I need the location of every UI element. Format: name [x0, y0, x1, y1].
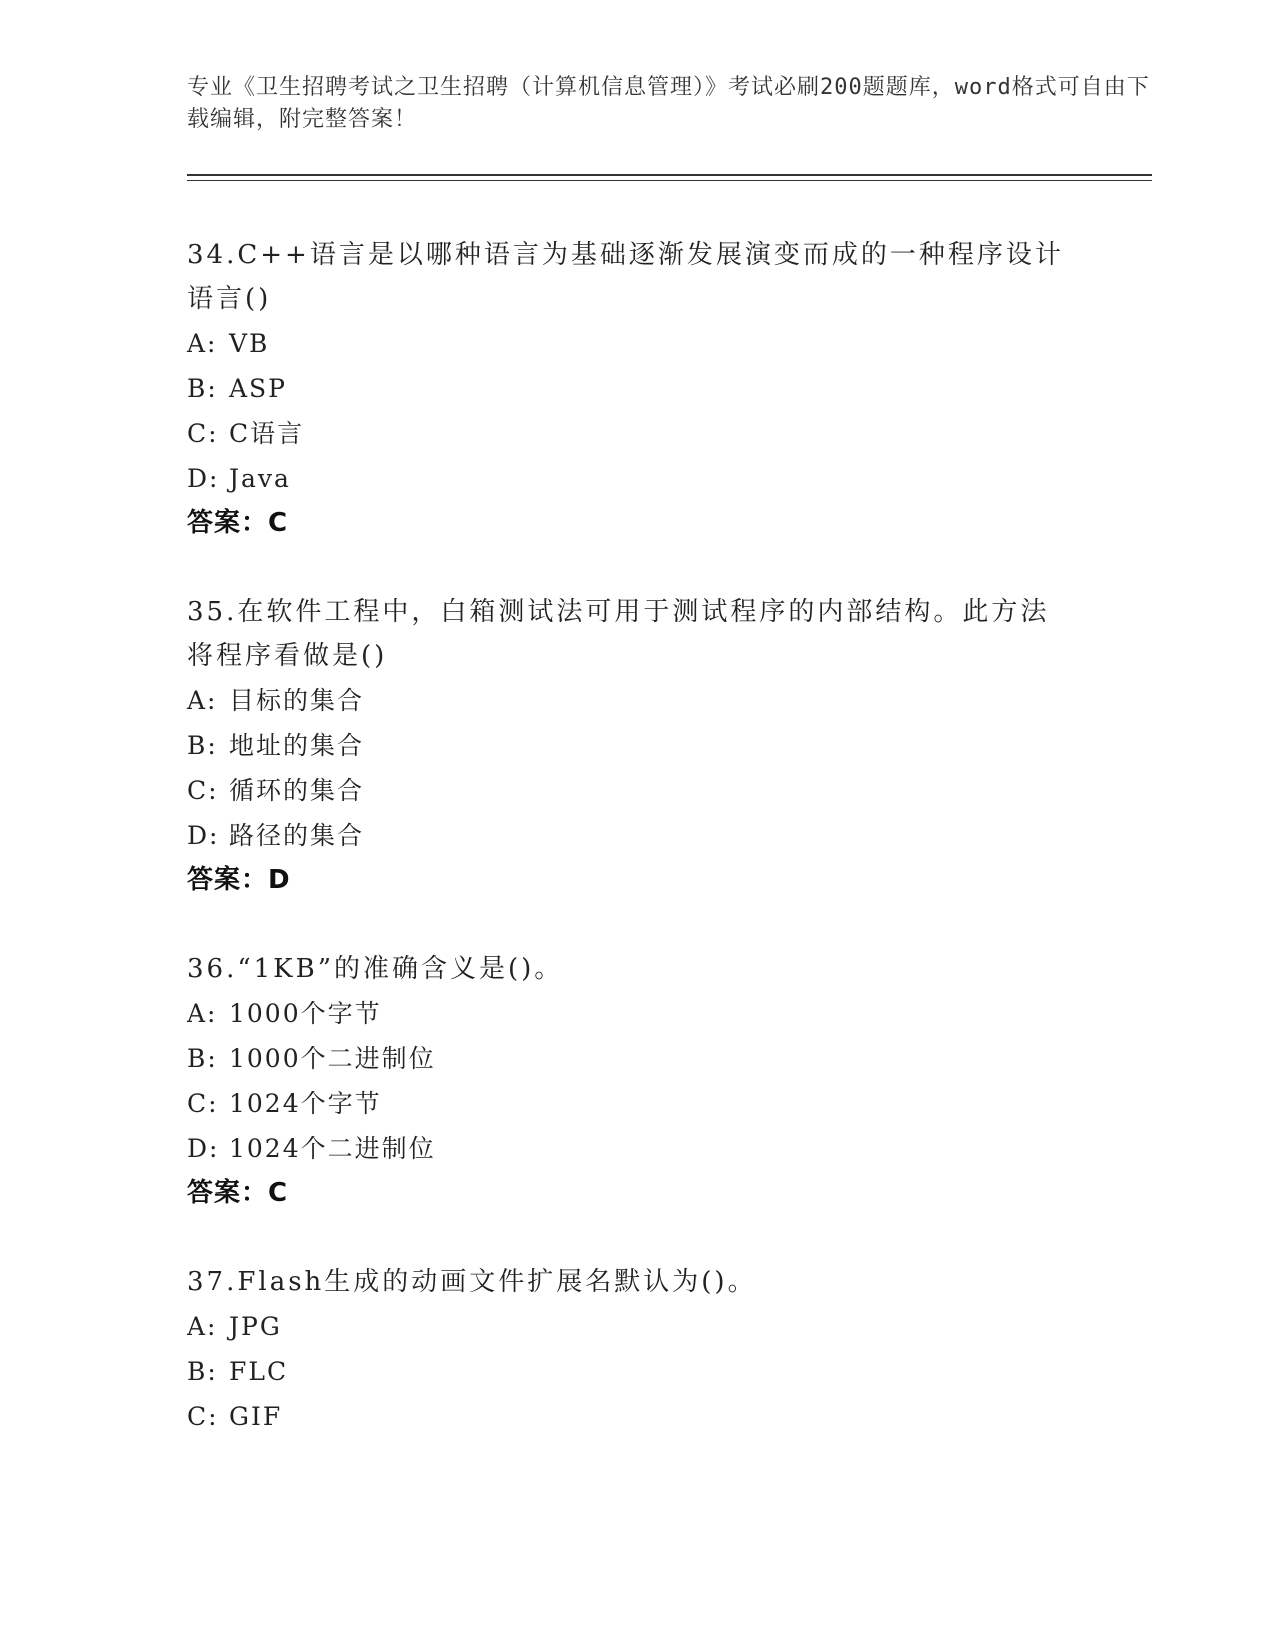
- option-c: [187, 411, 1152, 456]
- document-page: [187, 72, 1152, 1483]
- option-text: 1024个字节: [229, 1089, 382, 1118]
- option-key: A:: [187, 329, 218, 358]
- option-text: GIF: [229, 1402, 283, 1431]
- answer-line: 答案：C: [187, 1178, 289, 1208]
- option-b: [187, 366, 1152, 411]
- option-key: D:: [187, 1134, 220, 1163]
- option-text: 1024个二进制位: [229, 1134, 436, 1163]
- document-header: 专业《卫生招聘考试之卫生招聘（计算机信息管理）》考试必刷200题题库，word格式可自由下载编辑，附完整答案！: [187, 75, 1150, 132]
- option-text: ASP: [229, 374, 288, 403]
- option-a: [187, 1304, 1152, 1349]
- option-text: 地址的集合: [229, 731, 365, 760]
- header-divider: [187, 174, 1152, 181]
- question-34: [187, 233, 1152, 546]
- option-key: A:: [187, 1312, 218, 1341]
- option-text: 目标的集合: [229, 686, 365, 715]
- option-a: [187, 321, 1152, 366]
- question-text: 34.C++语言是以哪种语言为基础逐渐发展演变而成的一种程序设计语言(): [187, 240, 1064, 314]
- option-key: A:: [187, 999, 218, 1028]
- option-b: [187, 1036, 1152, 1081]
- option-c: [187, 768, 1152, 813]
- option-key: C:: [187, 419, 219, 448]
- question-37: [187, 1260, 1152, 1439]
- option-key: D:: [187, 464, 220, 493]
- option-a: [187, 678, 1152, 723]
- option-text: Java: [229, 464, 291, 493]
- option-key: B:: [187, 731, 218, 760]
- option-key: C:: [187, 776, 219, 805]
- answer-line: 答案：C: [187, 508, 289, 538]
- option-a: [187, 991, 1152, 1036]
- option-key: B:: [187, 374, 218, 403]
- question-text: 36.“1KB”的准确含义是()。: [187, 954, 564, 984]
- option-key: A:: [187, 686, 218, 715]
- option-key: B:: [187, 1044, 218, 1073]
- question-35: [187, 590, 1152, 903]
- option-text: FLC: [229, 1357, 289, 1386]
- option-text: 循环的集合: [229, 776, 365, 805]
- option-c: [187, 1394, 1152, 1439]
- option-text: JPG: [229, 1312, 282, 1341]
- answer-line: 答案：D: [187, 865, 291, 895]
- option-key: C:: [187, 1402, 219, 1431]
- option-d: [187, 813, 1152, 858]
- question-text: 35.在软件工程中，白箱测试法可用于测试程序的内部结构。此方法将程序看做是(): [187, 597, 1050, 671]
- option-key: B:: [187, 1357, 218, 1386]
- option-text: 1000个二进制位: [229, 1044, 436, 1073]
- option-key: C:: [187, 1089, 219, 1118]
- option-text: 1000个字节: [229, 999, 382, 1028]
- question-list: [187, 233, 1152, 1439]
- option-text: C语言: [229, 419, 305, 448]
- option-text: 路径的集合: [229, 821, 365, 850]
- question-36: [187, 947, 1152, 1216]
- option-text: VB: [229, 329, 270, 358]
- option-b: [187, 723, 1152, 768]
- option-b: [187, 1349, 1152, 1394]
- option-d: [187, 456, 1152, 501]
- option-key: D:: [187, 821, 220, 850]
- option-c: [187, 1081, 1152, 1126]
- option-d: [187, 1126, 1152, 1171]
- question-text: 37.Flash生成的动画文件扩展名默认为()。: [187, 1267, 757, 1297]
